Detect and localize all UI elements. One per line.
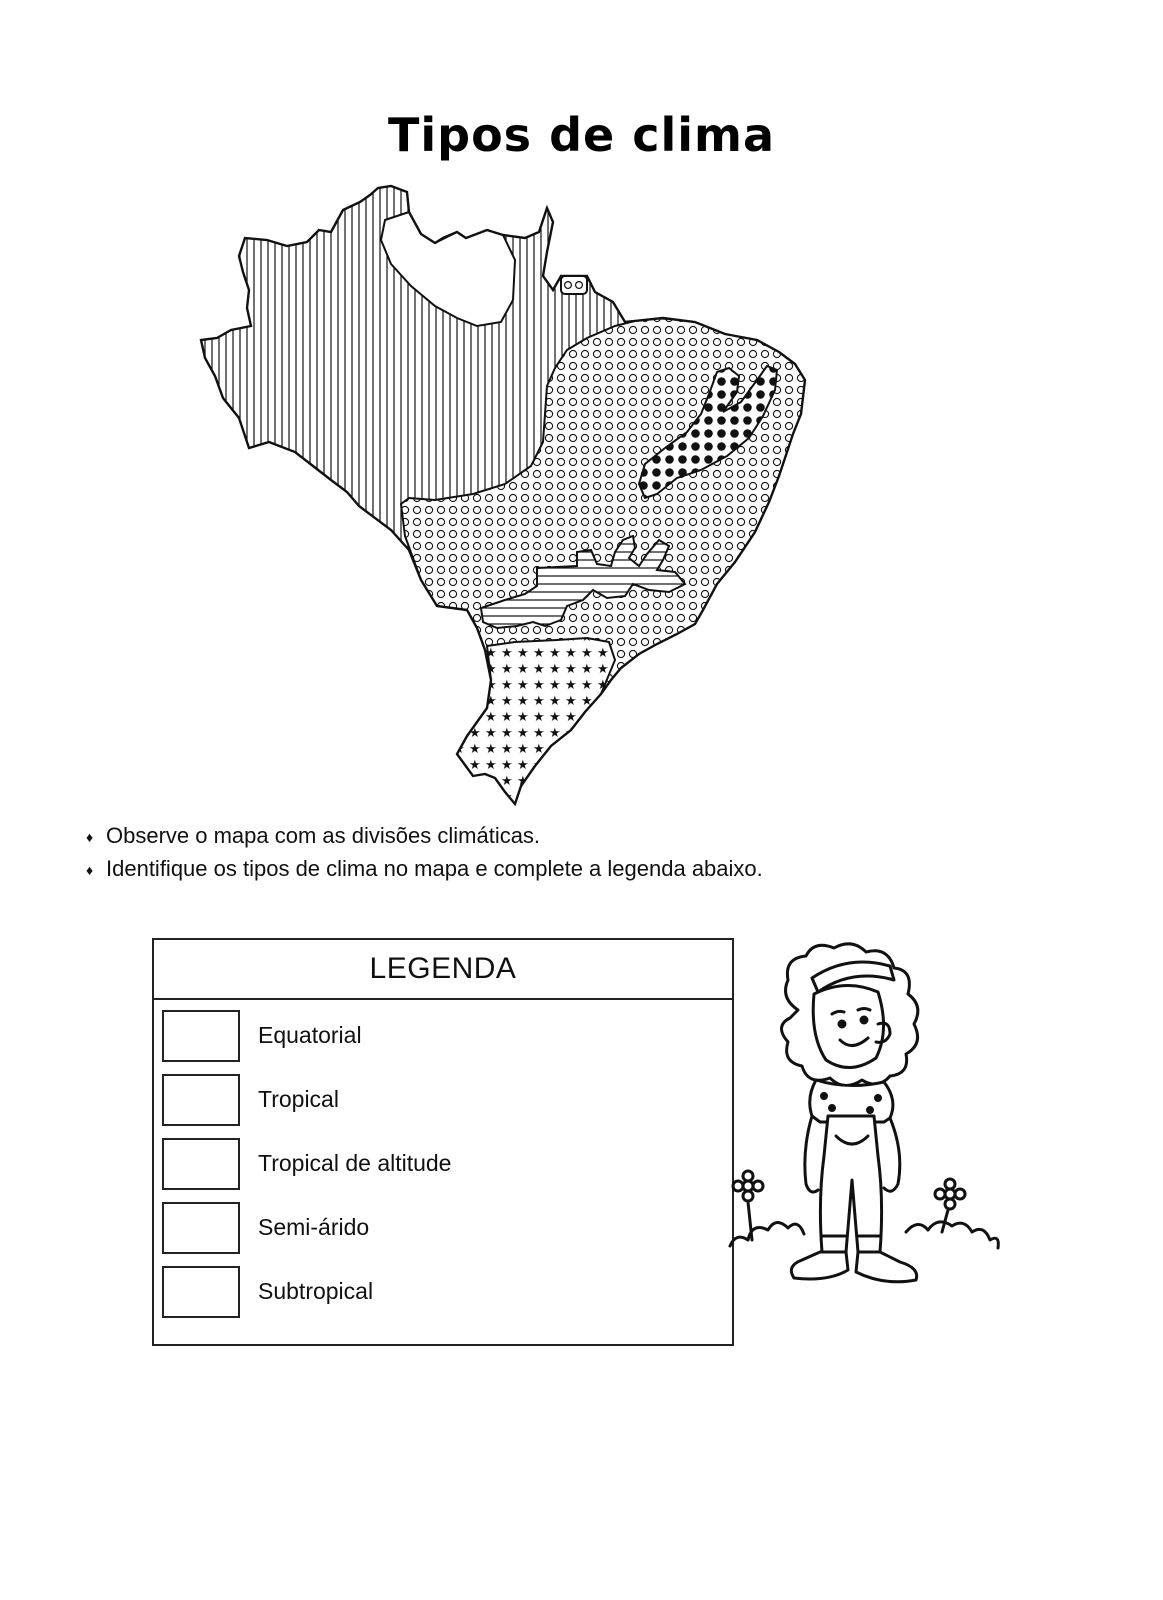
diamond-bullet-icon: ♦ — [86, 862, 94, 879]
legend-label: Tropical — [258, 1086, 339, 1112]
girl-arm-right — [884, 1118, 900, 1191]
girl-illustration — [728, 940, 1018, 1350]
legend-color-box[interactable] — [162, 1138, 240, 1190]
legend-label: Tropical de altitude — [258, 1150, 452, 1176]
legend-color-box[interactable] — [162, 1266, 240, 1318]
legend-color-box[interactable] — [162, 1010, 240, 1062]
legend-title: LEGENDA — [154, 940, 732, 1000]
bush-left — [730, 1222, 804, 1246]
legend-color-box[interactable] — [162, 1074, 240, 1126]
girl-face — [813, 985, 883, 1067]
girl-arm-left — [805, 1116, 818, 1192]
page-title: Tipos de clima — [388, 108, 775, 162]
legend-label: Semi-árido — [258, 1214, 370, 1240]
instruction-item: ♦ Observe o mapa com as divisões climáticas. — [86, 820, 763, 853]
legend-row-equatorial — [162, 1010, 722, 1062]
legend-color-box[interactable] — [162, 1202, 240, 1254]
legend-row-subtropical — [162, 1266, 722, 1318]
diamond-bullet-icon: ♦ — [86, 829, 94, 846]
legend-label: Subtropical — [258, 1278, 374, 1304]
flower-left-icon — [733, 1171, 763, 1240]
girl-shoe-right — [856, 1252, 917, 1282]
legend-label: Equatorial — [258, 1022, 362, 1048]
legend-row-tropical-de-altitude — [162, 1138, 722, 1190]
legend-row-semi-arido — [162, 1202, 722, 1254]
legend-row-tropical — [162, 1074, 722, 1126]
brazil-climate-map — [195, 180, 825, 820]
instruction-item: ♦ Identifique os tipos de clima no mapa e complete a legenda abaixo. — [86, 853, 763, 886]
legend-table — [152, 938, 734, 1346]
bush-right — [906, 1222, 998, 1248]
girl-shoe-left — [791, 1252, 848, 1279]
girl-overalls — [820, 1116, 881, 1252]
instructions-list — [86, 820, 763, 886]
